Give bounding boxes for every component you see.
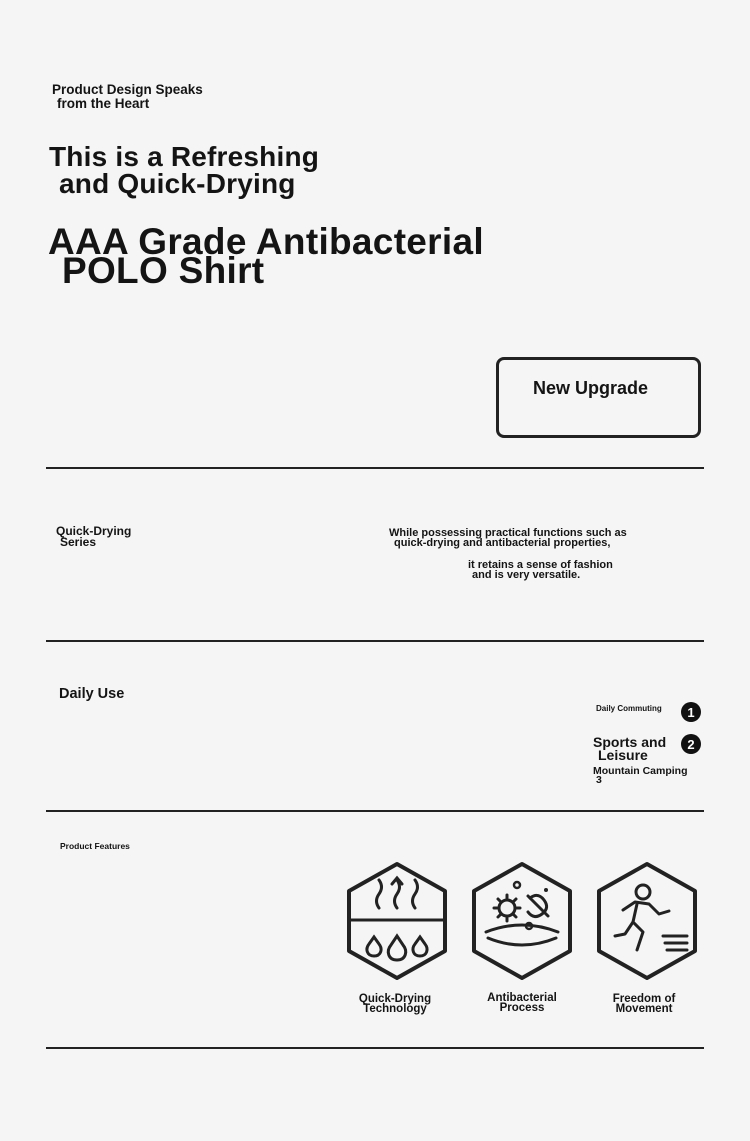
series-description-2: [468, 560, 613, 580]
series-label: [56, 526, 131, 548]
title-line-1: AAA Grade Antibacterial: [48, 221, 484, 262]
features-title: Product Features: [60, 841, 130, 851]
divider: [46, 1047, 704, 1049]
series-label-line-2: Series: [60, 535, 97, 549]
series-desc-line-2: quick-drying and antibacterial properties,: [394, 537, 611, 549]
usage-item-commuting: [596, 704, 662, 713]
usage-label-line-2: 3: [596, 774, 602, 786]
feature-label-line-2: Process: [499, 1002, 545, 1014]
divider: [46, 467, 704, 469]
feature-label-line-2: Movement: [615, 1003, 673, 1015]
eyebrow-line-1: Product Design Speaks: [52, 82, 203, 97]
new-upgrade-badge: [496, 357, 701, 438]
eyebrow-text: [52, 83, 203, 111]
page-title: [48, 221, 484, 291]
divider: [46, 640, 704, 642]
eyebrow-line-2: from the Heart: [57, 96, 150, 111]
feature-label-freedom: [594, 994, 694, 1014]
feature-label-line-2: Technology: [363, 1003, 427, 1015]
feature-label-quick-drying: [345, 994, 445, 1014]
usage-label-line-1: Mountain Camping: [593, 765, 688, 777]
feature-label-antibacterial: [472, 993, 572, 1013]
antibacterial-icon: [468, 860, 576, 982]
daily-use-title: Daily Use: [59, 686, 125, 702]
series-desc-line-1: While possessing practical functions such as: [389, 527, 627, 539]
number-badge-1: 1: [681, 702, 701, 722]
headline-line-2: and Quick-Drying: [59, 168, 296, 199]
series-desc-line-4: and is very versatile.: [472, 569, 581, 581]
quick-dry-icon: [343, 860, 451, 982]
usage-item-camping: [593, 767, 688, 785]
running-person-icon: [593, 860, 701, 982]
feature-label-line-1: Freedom of: [612, 993, 676, 1005]
series-label-line-1: Quick-Drying: [56, 524, 132, 538]
feature-label-line-1: Quick-Drying: [358, 993, 432, 1005]
feature-label-line-1: Antibacterial: [487, 992, 557, 1004]
series-description-1: [389, 528, 627, 548]
headline: [49, 143, 319, 197]
series-desc-line-3: it retains a sense of fashion: [468, 559, 613, 571]
divider: [46, 810, 704, 812]
badge-label: New Upgrade: [533, 378, 649, 398]
usage-item-sports: [593, 736, 666, 762]
usage-label-line-2: Leisure: [598, 747, 648, 763]
usage-label-line-1: Sports and: [593, 734, 667, 750]
headline-line-1: This is a Refreshing: [49, 141, 320, 172]
usage-label: Daily Commuting: [596, 704, 662, 713]
title-line-2: POLO Shirt: [62, 250, 265, 291]
number-badge-2: 2: [681, 734, 701, 754]
